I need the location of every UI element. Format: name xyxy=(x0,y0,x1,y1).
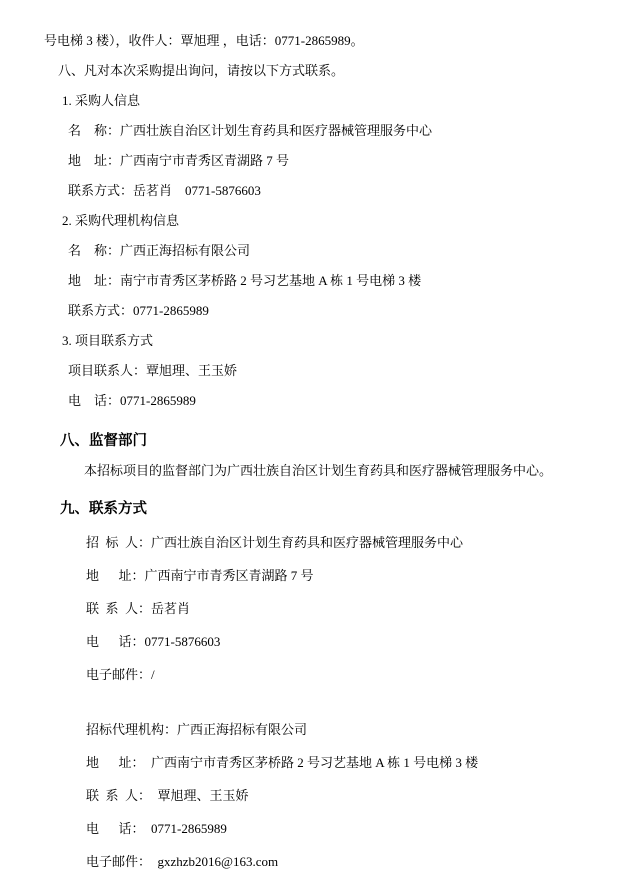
agency-contact-block xyxy=(44,713,595,878)
section-title-purchaser: 1. 采购人信息 xyxy=(62,93,141,108)
block-spacer xyxy=(44,691,595,713)
section-title-agency: 2. 采购代理机构信息 xyxy=(62,213,180,228)
agency-contact-row: 联系方式：0771-2865989 xyxy=(68,303,209,318)
tenderer-name-row: 招 标 人：广西壮族自治区计划生育药具和医疗器械管理服务中心 xyxy=(86,535,464,550)
agency-org-row: 招标代理机构：广西正海招标有限公司 xyxy=(86,722,308,737)
agency-person-row: 联 系 人： 覃旭理、王玉娇 xyxy=(86,788,249,803)
tenderer-address-row: 地 址：广西南宁市青秀区青湖路 7 号 xyxy=(86,568,314,583)
purchaser-address-row: 地 址：广西南宁市青秀区青湖路 7 号 xyxy=(68,153,290,168)
paragraph-delivery-address: 号电梯 3 楼），收件人：覃旭理 ，电话：0771-2865989。 xyxy=(44,33,364,48)
agency-name-row: 名 称：广西正海招标有限公司 xyxy=(68,243,251,258)
agency-address-row-2: 地 址： 广西南宁市青秀区茅桥路 2 号习艺基地 A 栋 1 号电梯 3 楼 xyxy=(86,755,479,770)
purchaser-name-row: 名 称：广西壮族自治区计划生育药具和医疗器械管理服务中心 xyxy=(68,123,433,138)
project-contact-person-row: 项目联系人：覃旭理、王玉娇 xyxy=(68,363,238,378)
tenderer-contact-block xyxy=(44,526,595,691)
heading-contact-information: 九、联系方式 xyxy=(60,501,147,517)
supervision-department-body: 本招标项目的监督部门为广西壮族自治区计划生育药具和医疗器械管理服务中心。 xyxy=(84,463,553,478)
tenderer-email-row: 电子邮件：/ xyxy=(86,667,155,682)
agency-address-row: 地 址：南宁市青秀区茅桥路 2 号习艺基地 A 栋 1 号电梯 3 楼 xyxy=(68,273,422,288)
section-title-project-contact: 3. 项目联系方式 xyxy=(62,333,154,348)
tenderer-person-row: 联 系 人：岳茗肖 xyxy=(86,601,191,616)
tenderer-phone-row: 电 话：0771-5876603 xyxy=(86,634,221,649)
agency-email-row: 电子邮件： gxzhzb2016@163.com xyxy=(86,854,279,869)
agency-phone-row: 电 话： 0771-2865989 xyxy=(86,821,227,836)
heading-supervision-department: 八、监督部门 xyxy=(60,433,147,449)
purchaser-contact-row: 联系方式：岳茗肖 0771-5876603 xyxy=(68,183,261,198)
paragraph-inquiry-notice: 八、凡对本次采购提出询问，请按以下方式联系。 xyxy=(58,63,345,78)
project-contact-phone-row: 电 话：0771-2865989 xyxy=(68,393,196,408)
